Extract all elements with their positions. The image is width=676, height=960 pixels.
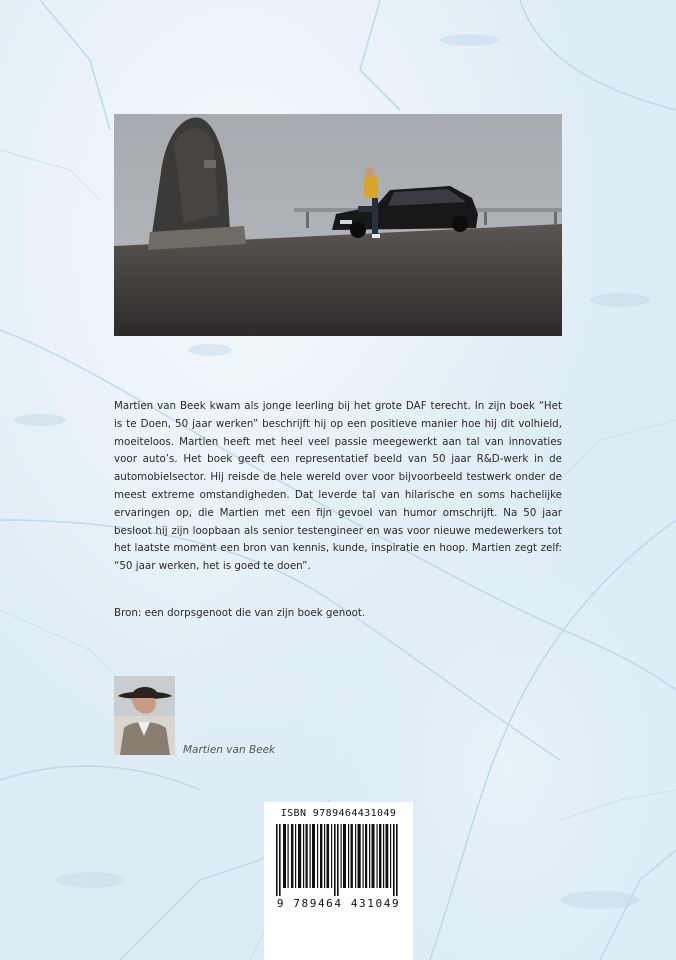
barcode-bars <box>274 824 404 896</box>
source-note: Bron: een dorpsgenoot die van zijn boek genoot. <box>114 607 366 619</box>
ean-digits: 9 789464 431049 <box>276 897 401 910</box>
author-portrait <box>114 676 175 755</box>
isbn-label: ISBN 9789464431049 <box>280 808 397 819</box>
back-cover-blurb: Martien van Beek kwam als jonge leerling bij het grote DAF terecht. In zijn boek “Het is te Doen, 50 jaar werken” beschrijft hij op een positieve manier hoe hij dit volhield, moeiteloos. Martien heeft met heel veel passie meegewerkt aan tal van innovaties voor auto’s. Het boek geeft een representatief beeld van 50 jaar R&D-werk in de automobielsector. Hij reisde de hele wereld over voor bijvoorbeeld testwerk onder de meest extreme omstandigheden. Dat leverde tal van hilarische en soms hachelijke ervaringen op, die Martien met een fijn gevoel van humor omschrijft. Na 50 jaar besloot hij zijn loopbaan als senior testengineer en was voor nieuwe medewerkers tot het laatste moment een bron van kennis, kunde, inspiratie en hoop. Martien zegt zelf: “50 jaar werken, het is goed te doen”. <box>114 400 562 573</box>
cover-photo-car-at-monument <box>114 114 562 336</box>
author-caption: Martien van Beek <box>183 744 276 756</box>
isbn-barcode <box>264 802 413 960</box>
